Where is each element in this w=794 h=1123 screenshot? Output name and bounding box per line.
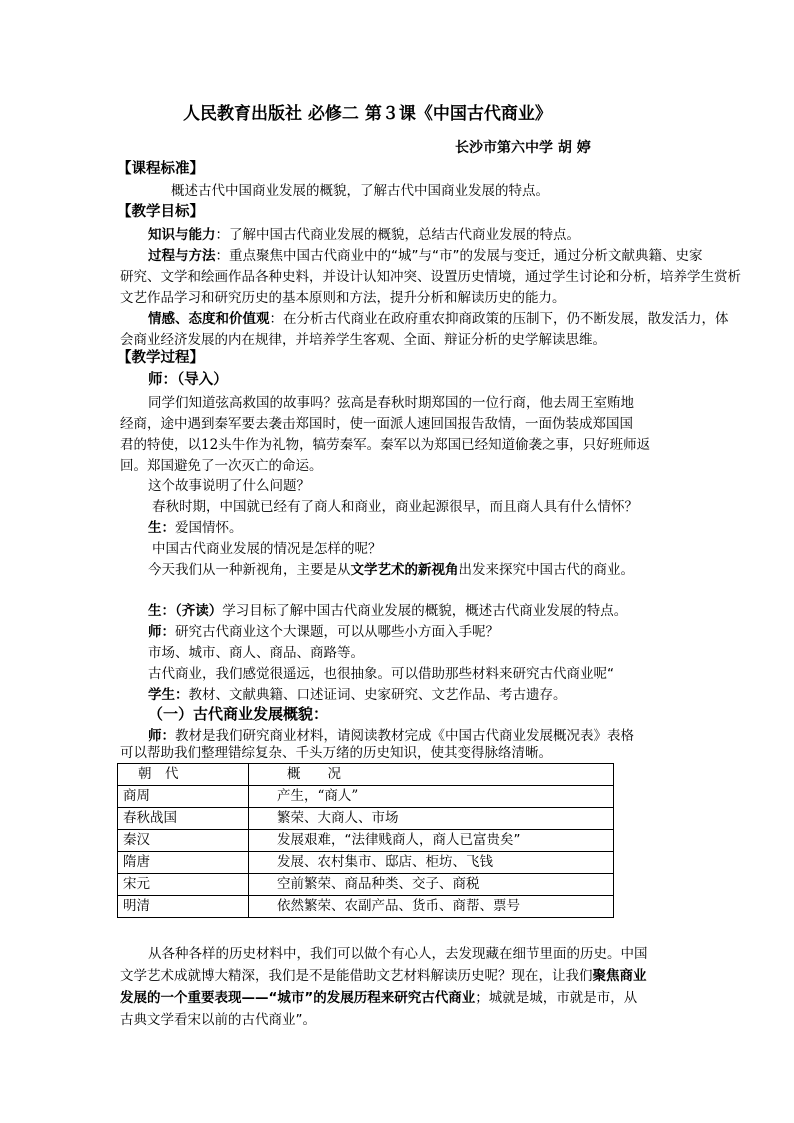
objective-emotion-label: 情感、态度和价值观 [148,311,270,327]
table-cell-dynasty: 明清 [118,896,249,918]
page-title: 人民教育出版社 必修二 第３课《中国古代商业》 [183,104,552,124]
closing-line2-text: 文学艺术成就博大精深，我们是不是能借助文艺材料解读历史呢？现在，让我们 [120,968,593,984]
student-label: 生： [148,520,175,536]
reading-student2-line [148,685,567,705]
reading-aspects: 市场、城市、商人、商品、商路等。 [148,645,364,661]
student-answer-line [148,518,243,538]
objective-emotion-line2: 会商业经济发展的内在规律，并培养学生客观、全面、辩证分析的史学解读思维。 [120,332,606,348]
intro-today-line [148,560,634,580]
table-cell-dynasty: 春秋战国 [118,808,249,830]
table-cell-dynasty: 宋元 [118,874,249,896]
part1-teacher-line2: 可以帮助我们整理错综复杂、千头万绪的历史知识，使其变得脉络清晰。 [120,745,552,761]
part1-teacher-text: 教材是我们研究商业材料，请阅读教材完成《中国古代商业发展概况表》表格 [175,728,634,744]
closing-line2 [120,966,647,986]
table-header-overview: 概 况 [249,764,614,786]
table-row [118,896,614,918]
closing-line3 [120,988,637,1008]
table-row [118,874,614,896]
table-row [118,830,614,852]
intro-story-line2: 经商，途中遇到秦军要去袭击郑国时，使一面派人速回国报告敌情，一面伪装成郑国国 [120,416,633,432]
closing-line3-text: ；城就是城，市就是市，从 [475,990,638,1006]
intro-question-3: 中国古代商业发展的情况是怎样的呢？ [152,541,382,557]
teacher-intro-label: 师：（导入） [148,372,228,388]
objective-process-line3: 文艺作品学习和研究历史的基本原则和方法，提升分析和解读历史的能力。 [120,290,566,306]
intro-today-1: 今天我们从一种新视角，主要是从 [148,562,351,578]
intro-story-line3: 君的特使，以12头牛作为礼物，犒劳秦军。秦军以为郑国已经知道偷袭之事，只好班师返 [120,437,651,453]
closing-line3-bold-2: “城市”的发展历程来研究古代商业 [268,990,476,1006]
intro-story-line1 [148,393,634,413]
reading-student2-label: 学生： [148,687,189,703]
objective-knowledge-label: 知识与能力 [148,227,216,243]
objective-process-text: ：重点聚焦中国古代商业中的“城”与“市”的发展与变迁，通过分析文献典籍、史家 [215,248,703,264]
intro-question: 同学们知道弦高救国的故事吗？ [148,395,337,411]
objective-process [148,246,702,266]
commerce-summary-table [117,763,614,918]
reading-student-text: 学习目标了解中国古代商业发展的概貌，概述古代商业发展的特点。 [222,603,628,619]
reading-student-line [148,601,627,621]
standard-text: 概述古代中国商业发展的概貌，了解古代中国商业发展的特点。 [171,183,549,199]
objective-knowledge-text: ：了解中国古代商业发展的概貌，总结古代商业发展的特点。 [215,227,580,243]
part1-teacher-label: 师： [148,728,175,744]
reading-student2-text: 教材、文献典籍、口述证词、史家研究、文艺作品、考古遗存。 [188,687,567,703]
author-line: 长沙市第六中学 胡 婷 [455,140,591,156]
table-row [118,808,614,830]
student-answer: 爱国情怀。 [175,520,243,536]
reading-teacher-label: 师： [148,624,175,640]
objective-emotion-text: ：在分析古代商业在政府重农抑商政策的压制下，仍不断发展，散发活力，体 [269,311,729,327]
table-cell-dynasty: 商周 [118,786,249,808]
table-cell-dynasty: 隋唐 [118,852,249,874]
closing-line2-bold: 聚焦商业 [592,968,647,984]
closing-line4: 古典文学看宋以前的古代商业”。 [120,1012,316,1028]
reading-materials-question: 古代商业，我们感觉很遥远，也很抽象。可以借助那些材料来研究古代商业呢“ [148,666,614,682]
intro-question-2: 这个故事说明了什么问题？ [148,478,310,494]
intro-story-text: 弦高是春秋时期郑国的一位行商，他去周王室贿地 [337,395,634,411]
intro-answer: 春秋时期，中国就已经有了商人和商业，商业起源很早，而且商人具有什么情怀？ [152,499,638,515]
closing-line1: 从各种各样的历史材料中，我们可以做个有心人，去发现藏在细节里面的历史。中国 [148,946,648,962]
intro-today-bold: 文学艺术的新视角 [350,562,459,578]
table-header-row [118,764,614,786]
section-heading-objectives: 【教学目标】 [117,203,204,220]
intro-story-line4: 回。郑国避免了一次灭亡的命运。 [120,458,323,474]
section-heading-standard: 【课程标准】 [117,160,204,177]
objective-knowledge [148,225,580,245]
table-header-dynasty: 朝 代 [118,764,249,786]
part1-heading: （一）古代商业发展概貌： [148,705,329,723]
objective-emotion [148,309,729,329]
table-row [118,852,614,874]
reading-teacher-line [148,622,499,642]
table-cell-overview: 发展、农村集市、邸店、柜坊、飞钱 [249,852,614,874]
table-cell-overview: 依然繁荣、农副产品、货币、商帮、票号 [249,896,614,918]
table-row [118,786,614,808]
reading-teacher-text: 研究古代商业这个大课题，可以从哪些小方面入手呢？ [175,624,499,640]
reading-student-label: 生：（齐读） [148,603,223,619]
intro-today-2: 出发来探究中国古代的商业。 [458,562,634,578]
table-cell-overview: 发展艰难，“法律贱商人，商人已富贵矣” [249,830,614,852]
table-cell-overview: 繁荣、大商人、市场 [249,808,614,830]
table-cell-overview: 产生，“商人” [249,786,614,808]
objective-process-line2: 研究、文学和绘画作品各种史料，并设计认知冲突、设置历史情境，通过学生讨论和分析，培养学生赏析 [120,269,741,285]
table-cell-dynasty: 秦汉 [118,830,249,852]
closing-line3-bold: 发展的一个重要表现—— [120,990,269,1006]
section-heading-process: 【教学过程】 [117,349,204,366]
table-cell-overview: 空前繁荣、商品种类、交子、商税 [249,874,614,896]
objective-process-label: 过程与方法 [148,248,216,264]
